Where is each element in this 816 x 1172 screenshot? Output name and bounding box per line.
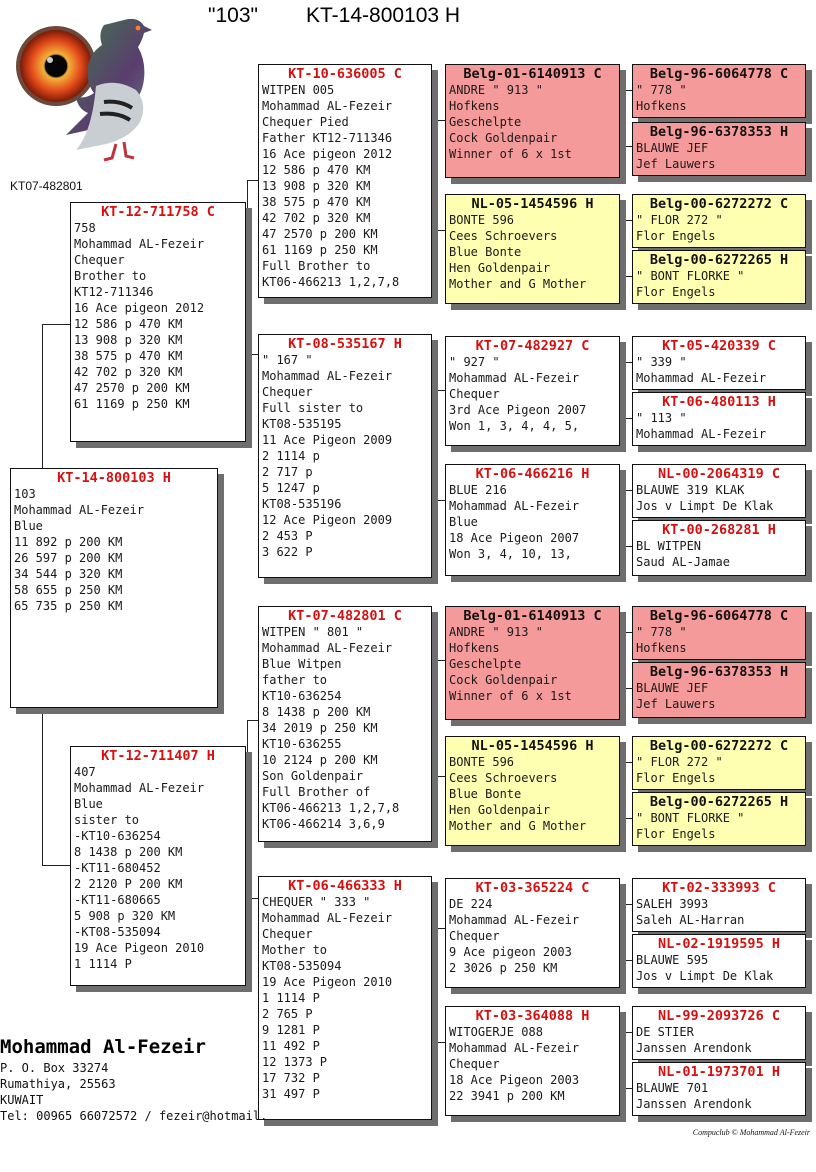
connector-line [621, 490, 632, 491]
info-line: Father KT12-711346 [262, 131, 393, 145]
info-line: 42 702 p 320 KM [74, 365, 183, 379]
info-line: Son Goldenpair [262, 769, 364, 783]
connector-line [621, 90, 632, 91]
info-line: KT06-466213 1,2,7,8 [262, 275, 400, 289]
info-line: CHEQUER " 333 " [262, 895, 371, 909]
connector-line [621, 490, 622, 546]
owner-contact-line: Tel: 00965 66072572 / fezeir@hotmail. [0, 1109, 268, 1123]
pedigree-box-gen5 [632, 606, 806, 660]
info-line: father to [262, 673, 328, 687]
connector-line [247, 180, 248, 354]
connector-line [433, 660, 445, 661]
info-line: 10 2124 p 200 KM [262, 753, 378, 767]
pedigree-box-gen5 [632, 392, 806, 446]
connector-line [433, 1042, 445, 1043]
pedigree-box-gen5 [632, 792, 806, 846]
info-line: WITPEN 005 [262, 83, 335, 97]
info-line: " FLOR 272 " [636, 755, 723, 769]
connector-line [621, 362, 622, 418]
info-line: " 113 " [636, 411, 687, 425]
info-line: Blue Witpen [262, 657, 342, 671]
pedigree-box-gen4 [445, 736, 620, 846]
pedigree-box-gen5 [632, 520, 806, 576]
pedigree-box-gen5 [632, 934, 806, 988]
ring-number: KT-14-800103 H [57, 470, 171, 486]
info-line: Hofkens [636, 641, 687, 655]
info-line: -KT10-636254 [74, 829, 161, 843]
info-line: 17 732 P [262, 1071, 320, 1085]
ring-number: Belg-96-6378353 H [649, 664, 789, 680]
pedigree-box-gen5 [632, 464, 806, 518]
info-line: Won 3, 4, 10, 13, [449, 547, 572, 561]
info-line: Flor Engels [636, 229, 716, 243]
info-line: BONTE 596 [449, 755, 515, 769]
info-line: Mohammad AL-Fezeir [449, 499, 580, 513]
info-line: 38 575 p 470 KM [74, 349, 183, 363]
ring-number: Belg-96-6064778 C [649, 608, 789, 624]
ring-number: KT-08-535167 H [288, 336, 402, 352]
info-line: Mohammad AL-Fezeir [262, 369, 393, 383]
connector-line [621, 904, 622, 960]
connector-line [42, 865, 70, 866]
info-line: Janssen Arendonk [636, 1097, 752, 1111]
pedigree-box-gen4 [445, 336, 620, 446]
info-line: " BONT FLORKE " [636, 269, 745, 283]
info-line: 42 702 p 320 KM [262, 211, 371, 225]
info-line: KT08-535094 [262, 959, 342, 973]
info-line: Cock Goldenpair [449, 673, 558, 687]
info-line: 103 [14, 487, 36, 501]
connector-line [433, 500, 445, 501]
info-line: 13 908 p 320 KM [74, 333, 183, 347]
ring-number: KT-12-711758 C [101, 204, 215, 220]
info-line: 11 492 P [262, 1039, 320, 1053]
info-line: Hofkens [449, 641, 500, 655]
connector-line [621, 1032, 632, 1033]
ring-number: Belg-96-6064778 C [649, 66, 789, 82]
info-line: BLAUWE 595 [636, 953, 709, 967]
info-line: Jef Lauwers [636, 697, 716, 711]
connector-line [433, 660, 434, 776]
info-line: Blue Bonte [449, 787, 522, 801]
info-line: 61 1169 p 250 KM [262, 243, 378, 257]
info-line: 22 3941 p 200 KM [449, 1089, 565, 1103]
info-line: Chequer Pied [262, 115, 349, 129]
info-line: BLAUWE JEF [636, 141, 709, 155]
ring-number: KT-07-482801 C [288, 608, 402, 624]
connector-line [433, 776, 445, 777]
info-line: Flor Engels [636, 771, 716, 785]
info-line: Mohammad AL-Fezeir [74, 781, 205, 795]
ring-number: KT-06-466216 H [475, 466, 590, 482]
info-line: Cees Schroevers [449, 229, 558, 243]
info-line: 2 717 p [262, 465, 313, 479]
info-line: WITOGERJE 088 [449, 1025, 543, 1039]
ring-number: NL-01-1973701 H [658, 1064, 780, 1080]
eye-pigeon-logo [12, 10, 170, 170]
info-line: BL WITPEN [636, 539, 702, 553]
info-line: 47 2570 p 200 KM [262, 227, 378, 241]
info-line: 47 2570 p 200 KM [74, 381, 190, 395]
info-line: 18 Ace Pigeon 2003 [449, 1073, 580, 1087]
info-line: DE STIER [636, 1025, 694, 1039]
connector-line [621, 418, 632, 419]
info-line: Mohammad AL-Fezeir [262, 911, 393, 925]
connector-line [247, 720, 248, 898]
connector-line [433, 928, 434, 1042]
ring-number: KT-00-268281 H [662, 522, 776, 538]
info-line: 8 1438 p 200 KM [74, 845, 183, 859]
info-line: 19 Ace Pigeon 2010 [74, 941, 205, 955]
info-line: 19 Ace Pigeon 2010 [262, 975, 393, 989]
info-line: Mohammad AL-Fezeir [636, 427, 767, 441]
info-line: DE 224 [449, 897, 493, 911]
info-line: Mother and G Mother [449, 277, 587, 291]
software-credit: Compuclub © Mohammad Al-Fezeir [692, 1128, 810, 1137]
pedigree-box-gen5 [632, 64, 806, 118]
info-line: 2 3026 p 250 KM [449, 961, 558, 975]
info-line: Full Brother to [262, 259, 371, 273]
info-line: Chequer [262, 927, 313, 941]
connector-line [621, 632, 622, 688]
info-line: Chequer [262, 385, 313, 399]
connector-line [247, 898, 258, 899]
pedigree-box-gen5 [632, 736, 806, 790]
connector-line [621, 276, 632, 277]
pedigree-box-gen5 [632, 1062, 806, 1116]
ring-number: NL-00-2064319 C [658, 466, 780, 482]
connector-line [621, 362, 632, 363]
info-line: KT12-711346 [74, 285, 154, 299]
ring-number: KT-03-365224 C [475, 880, 590, 896]
connector-line [247, 720, 258, 721]
owner-address-line: Rumathiya, 25563 [0, 1077, 116, 1091]
info-line: Mohammad AL-Fezeir [262, 99, 393, 113]
info-line: SALEH 3993 [636, 897, 709, 911]
owner-name: Mohammad Al-Fezeir [0, 1036, 206, 1058]
info-line: KT06-466213 1,2,7,8 [262, 801, 400, 815]
info-line: Hen Goldenpair [449, 261, 551, 275]
info-line: BONTE 596 [449, 213, 515, 227]
pedigree-box-gen5 [632, 662, 806, 718]
info-line: " FLOR 272 " [636, 213, 723, 227]
info-line: Saud AL-Jamae [636, 555, 730, 569]
info-line: Chequer [449, 929, 500, 943]
pedigree-box-gen5 [632, 878, 806, 932]
info-line: 2 453 P [262, 529, 313, 543]
info-line: 34 2019 p 250 KM [262, 721, 378, 735]
info-line: Mohammad AL-Fezeir [262, 641, 393, 655]
connector-line [621, 546, 632, 547]
info-line: 5 908 p 320 KM [74, 909, 176, 923]
info-line: 9 Ace pigeon 2003 [449, 945, 572, 959]
ring-number: KT-07-482927 C [475, 338, 590, 354]
info-line: sister to [74, 813, 140, 827]
connector-line [433, 120, 434, 230]
info-line: Full sister to [262, 401, 364, 415]
ring-number: Belg-01-6140913 C [463, 66, 602, 82]
connector-line [42, 710, 43, 865]
info-line: 61 1169 p 250 KM [74, 397, 190, 411]
connector-line [621, 220, 632, 221]
info-line: KT10-636255 [262, 737, 342, 751]
connector-line [621, 146, 632, 147]
info-line: 407 [74, 765, 96, 779]
info-line: 65 735 p 250 KM [14, 599, 123, 613]
info-line: Hofkens [449, 99, 500, 113]
info-line: Winner of 6 x 1st [449, 147, 572, 161]
ring-number: NL-05-1454596 H [471, 196, 594, 212]
info-line: Blue Bonte [449, 245, 522, 259]
owner-address-line: KUWAIT [0, 1093, 44, 1107]
ring-number: NL-99-2093726 C [658, 1008, 780, 1024]
info-line: 2 765 P [262, 1007, 313, 1021]
info-line: Mohammad AL-Fezeir [449, 371, 580, 385]
info-line: " 927 " [449, 355, 500, 369]
info-line: " 167 " [262, 353, 313, 367]
info-line: Geschelpte [449, 115, 522, 129]
info-line: KT08-535196 [262, 497, 342, 511]
connector-line [433, 928, 445, 929]
connector-line [621, 762, 622, 818]
pedigree-box-gen4 [445, 464, 620, 576]
pedigree-box-gen5 [632, 250, 806, 304]
ring-number: KT-06-480113 H [662, 394, 776, 410]
info-line: " BONT FLORKE " [636, 811, 745, 825]
info-line: WITPEN " 801 " [262, 625, 364, 639]
info-line: BLAUWE JEF [636, 681, 709, 695]
info-line: Cees Schroevers [449, 771, 558, 785]
connector-line [621, 1088, 632, 1089]
connector-line [621, 818, 632, 819]
info-line: 1 1114 P [262, 991, 320, 1005]
pedigree-box-gen4 [445, 64, 620, 178]
info-line: Full Brother of [262, 785, 371, 799]
pedigree-box-gen5 [632, 194, 806, 248]
info-line: BLAUWE 319 KLAK [636, 483, 745, 497]
info-line: Geschelpte [449, 657, 522, 671]
ring-number: KT-02-333993 C [662, 880, 776, 896]
info-line: 1 1114 P [74, 957, 132, 971]
pedigree-box-gen4 [445, 606, 620, 720]
info-line: BLAUWE 701 [636, 1081, 709, 1095]
info-line: Blue [449, 515, 478, 529]
info-line: Mother to [262, 943, 328, 957]
info-line: 34 544 p 320 KM [14, 567, 123, 581]
pedigree-box-grandsire-maternal [258, 606, 432, 842]
connector-line [433, 390, 434, 500]
info-line: Mohammad AL-Fezeir [74, 237, 205, 251]
info-line: 9 1281 P [262, 1023, 320, 1037]
info-line: Blue [74, 797, 103, 811]
info-line: 758 [74, 221, 96, 235]
info-line: 3 622 P [262, 545, 313, 559]
ring-number: Belg-00-6272265 H [649, 252, 789, 268]
info-line: " 339 " [636, 355, 687, 369]
info-line: 18 Ace Pigeon 2007 [449, 531, 580, 545]
info-line: 12 1373 P [262, 1055, 328, 1069]
info-line: 58 655 p 250 KM [14, 583, 123, 597]
info-line: Chequer [449, 387, 500, 401]
connector-line [247, 180, 258, 181]
connector-line [433, 120, 445, 121]
info-line: 38 575 p 470 KM [262, 195, 371, 209]
info-line: Chequer [74, 253, 125, 267]
connector-line [621, 762, 632, 763]
info-line: " 778 " [636, 625, 687, 639]
connector-line [621, 688, 632, 689]
pedigree-box-gen5 [632, 1006, 806, 1060]
connector-line [42, 324, 43, 470]
info-line: 16 Ace pigeon 2012 [74, 301, 205, 315]
info-line: -KT08-535094 [74, 925, 161, 939]
connector-line [433, 390, 445, 391]
connector-line [621, 90, 622, 146]
connector-line [621, 904, 632, 905]
pedigree-box-gen4 [445, 194, 620, 304]
ring-number: KT-06-466333 H [288, 878, 402, 894]
ring-number: KT-05-420339 C [662, 338, 776, 354]
info-line: Jef Lauwers [636, 157, 716, 171]
info-line: KT10-636254 [262, 689, 342, 703]
pedigree-box-granddam-maternal [258, 876, 432, 1120]
connector-line [621, 1032, 622, 1088]
pigeon-ring-title: KT-14-800103 H [306, 4, 461, 27]
pedigree-box-granddam-paternal [258, 334, 432, 578]
connector-line [42, 324, 70, 325]
ring-number: KT-03-364088 H [475, 1008, 590, 1024]
pedigree-box-gen4 [445, 878, 620, 988]
ring-number: Belg-00-6272272 C [649, 196, 789, 212]
info-line: BLUE 216 [449, 483, 507, 497]
info-line: Hen Goldenpair [449, 803, 551, 817]
ring-number: NL-05-1454596 H [471, 738, 594, 754]
info-line: Mohammad AL-Fezeir [449, 913, 580, 927]
pedigree-box-grandsire-paternal [258, 64, 432, 298]
connector-line [247, 354, 258, 355]
info-line: KT06-466214 3,6,9 [262, 817, 385, 831]
info-line: 16 Ace pigeon 2012 [262, 147, 393, 161]
pedigree-box-dam [70, 746, 246, 986]
info-line: -KT11-680452 [74, 861, 161, 875]
info-line: Jos v Limpt De Klak [636, 499, 774, 513]
info-line: Winner of 6 x 1st [449, 689, 572, 703]
ring-number: Belg-00-6272272 C [649, 738, 789, 754]
info-line: " 778 " [636, 83, 687, 97]
ring-number: NL-02-1919595 H [658, 936, 780, 952]
info-line: 2 1114 p [262, 449, 320, 463]
info-line: 11 Ace Pigeon 2009 [262, 433, 393, 447]
connector-line [433, 230, 445, 231]
info-line: Blue [14, 519, 43, 533]
pedigree-box-sire [70, 202, 246, 442]
info-line: 11 892 p 200 KM [14, 535, 123, 549]
info-line: ANDRE " 913 " [449, 83, 543, 97]
info-line: 31 497 P [262, 1087, 320, 1101]
info-line: Brother to [74, 269, 147, 283]
pedigree-box-gen4 [445, 1006, 620, 1116]
connector-line [621, 960, 632, 961]
connector-line [621, 220, 622, 276]
info-line: 12 Ace Pigeon 2009 [262, 513, 393, 527]
ring-number: Belg-01-6140913 C [463, 608, 602, 624]
info-line: Jos v Limpt De Klak [636, 969, 774, 983]
photo-caption: KT07-482801 [10, 179, 83, 193]
connector-line [621, 632, 632, 633]
info-line: Hofkens [636, 99, 687, 113]
info-line: 2 2120 P 200 KM [74, 877, 183, 891]
pedigree-box-gen5 [632, 336, 806, 390]
info-line: Won 1, 3, 4, 4, 5, [449, 419, 580, 433]
info-line: ANDRE " 913 " [449, 625, 543, 639]
info-line: Saleh AL-Harran [636, 913, 745, 927]
info-line: Mohammad AL-Fezeir [636, 371, 767, 385]
info-line: Flor Engels [636, 827, 716, 841]
info-line: Mohammad AL-Fezeir [14, 503, 145, 517]
info-line: Flor Engels [636, 285, 716, 299]
info-line: 8 1438 p 200 KM [262, 705, 371, 719]
ring-number: Belg-96-6378353 H [649, 124, 789, 140]
info-line: 3rd Ace Pigeon 2007 [449, 403, 587, 417]
info-line: Mohammad AL-Fezeir [449, 1041, 580, 1055]
ring-number: Belg-00-6272265 H [649, 794, 789, 810]
info-line: Chequer [449, 1057, 500, 1071]
info-line: Janssen Arendonk [636, 1041, 752, 1055]
info-line: KT08-535195 [262, 417, 342, 431]
info-line: 13 908 p 320 KM [262, 179, 371, 193]
info-line: 26 597 p 200 KM [14, 551, 123, 565]
pigeon-name-title: "103" [208, 4, 258, 27]
pedigree-box-gen5 [632, 122, 806, 176]
ring-number: KT-12-711407 H [101, 748, 215, 764]
info-line: Mother and G Mother [449, 819, 587, 833]
info-line: 12 586 p 470 KM [74, 317, 183, 331]
info-line: -KT11-680665 [74, 893, 161, 907]
info-line: 12 586 p 470 KM [262, 163, 371, 177]
ring-number: KT-10-636005 C [288, 66, 402, 82]
info-line: 5 1247 p [262, 481, 320, 495]
owner-address-line: P. O. Box 33274 [0, 1061, 109, 1075]
info-line: Cock Goldenpair [449, 131, 558, 145]
pedigree-box-subject [10, 468, 218, 708]
